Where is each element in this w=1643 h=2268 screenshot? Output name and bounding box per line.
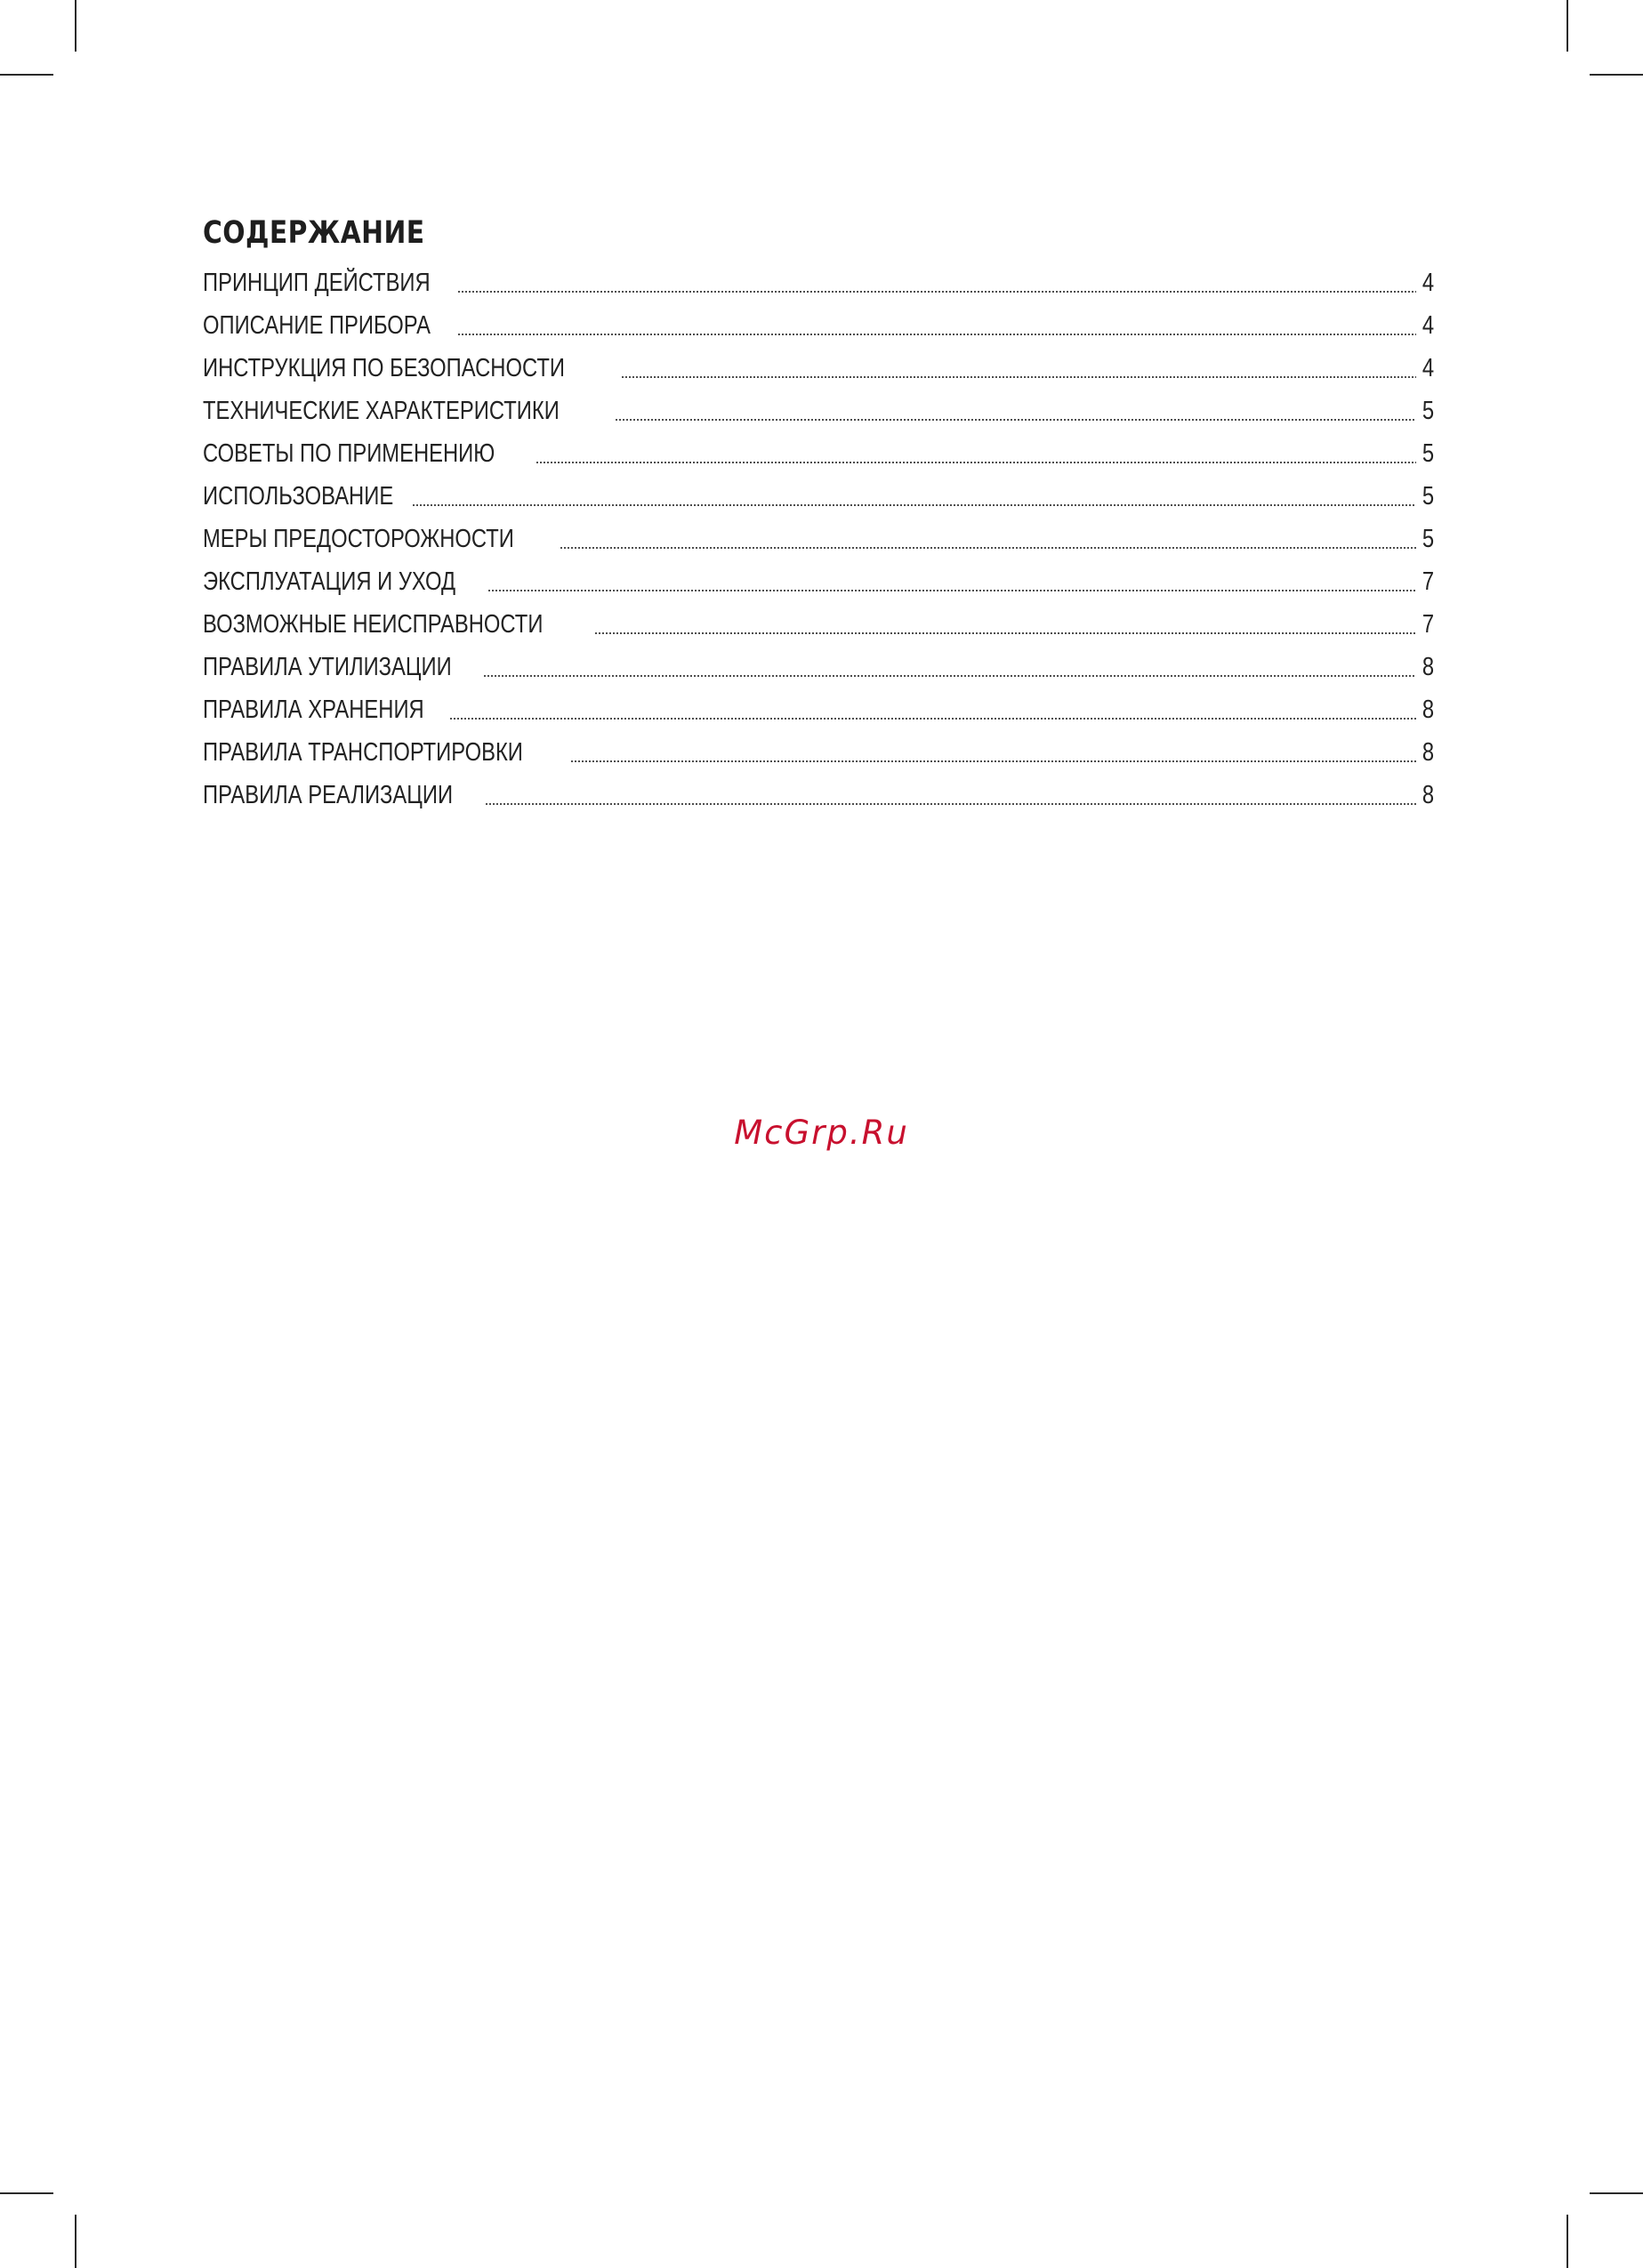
crop-mark-top-right-horizontal bbox=[1590, 74, 1643, 76]
toc-entry-label: СОВЕТЫ ПО ПРИМЕНЕНИЮ bbox=[203, 439, 495, 468]
toc-title: СОДЕРЖАНИЕ bbox=[203, 215, 425, 251]
toc-entry[interactable] bbox=[203, 603, 1434, 646]
toc-entry-page-number: 7 bbox=[1422, 610, 1434, 639]
toc-entry-label: ИСПОЛЬЗОВАНИЕ bbox=[203, 482, 394, 511]
toc-entry-page-number: 4 bbox=[1422, 354, 1434, 382]
toc-entry-label: ПРАВИЛА ТРАНСПОРТИРОВКИ bbox=[203, 738, 523, 767]
crop-mark-bottom-right-vertical bbox=[1566, 2215, 1568, 2268]
toc-dot-leader bbox=[457, 291, 1416, 293]
crop-mark-bottom-left-vertical bbox=[75, 2215, 77, 2268]
toc-dot-leader bbox=[483, 675, 1416, 677]
toc-entry-page-number: 4 bbox=[1422, 311, 1434, 340]
toc-entry-page-number: 4 bbox=[1422, 269, 1434, 297]
toc-entry-label: ИНСТРУКЦИЯ ПО БЕЗОПАСНОСТИ bbox=[203, 354, 565, 382]
toc-entry-page-number: 5 bbox=[1422, 439, 1434, 468]
toc-entry-page-number: 8 bbox=[1422, 781, 1434, 809]
toc-entry-label: ТЕХНИЧЕСКИЕ ХАРАКТЕРИСТИКИ bbox=[203, 397, 560, 425]
toc-entry-label: ПРАВИЛА ХРАНЕНИЯ bbox=[203, 696, 424, 724]
toc-entry-label: ЭКСПЛУАТАЦИЯ И УХОД bbox=[203, 567, 456, 596]
toc-entry-label: МЕРЫ ПРЕДОСТОРОЖНОСТИ bbox=[203, 525, 514, 553]
toc-entry[interactable] bbox=[203, 731, 1434, 774]
toc-entry-page-number: 5 bbox=[1422, 525, 1434, 553]
toc-entry-page-number: 5 bbox=[1422, 397, 1434, 425]
toc-entry[interactable] bbox=[203, 646, 1434, 688]
toc-entry-page-number: 8 bbox=[1422, 653, 1434, 681]
toc-dot-leader bbox=[412, 504, 1416, 506]
toc-dot-leader bbox=[449, 718, 1416, 720]
table-of-contents bbox=[203, 213, 1434, 816]
watermark-text: McGrp.Ru bbox=[734, 1114, 909, 1152]
toc-dot-leader bbox=[536, 462, 1416, 463]
toc-entry-label: ПРАВИЛА РЕАЛИЗАЦИИ bbox=[203, 781, 454, 809]
toc-dot-leader bbox=[485, 803, 1416, 805]
toc-entry[interactable] bbox=[203, 304, 1434, 347]
toc-dot-leader bbox=[615, 419, 1416, 421]
toc-entry-label: ПРИНЦИП ДЕЙСТВИЯ bbox=[203, 269, 431, 297]
toc-entry[interactable] bbox=[203, 347, 1434, 390]
toc-entry-label: ОПИСАНИЕ ПРИБОРА bbox=[203, 311, 431, 340]
toc-entry[interactable] bbox=[203, 475, 1434, 518]
toc-dot-leader bbox=[487, 590, 1415, 591]
toc-dot-leader bbox=[570, 760, 1416, 762]
toc-list bbox=[203, 261, 1434, 816]
toc-entry-label: ПРАВИЛА УТИЛИЗАЦИИ bbox=[203, 653, 452, 681]
toc-entry[interactable] bbox=[203, 688, 1434, 731]
toc-entry[interactable] bbox=[203, 560, 1434, 603]
toc-dot-leader bbox=[560, 547, 1416, 549]
crop-mark-top-left-vertical bbox=[75, 0, 77, 52]
crop-mark-bottom-left-horizontal bbox=[0, 2192, 53, 2194]
crop-mark-bottom-right-horizontal bbox=[1590, 2192, 1643, 2194]
toc-dot-leader bbox=[594, 632, 1415, 634]
toc-entry-page-number: 8 bbox=[1422, 738, 1434, 767]
toc-entry[interactable] bbox=[203, 261, 1434, 304]
toc-entry-page-number: 7 bbox=[1422, 567, 1434, 596]
toc-entry[interactable] bbox=[203, 774, 1434, 816]
crop-mark-top-left-horizontal bbox=[0, 74, 53, 76]
toc-dot-leader bbox=[457, 334, 1416, 335]
toc-entry[interactable] bbox=[203, 432, 1434, 475]
toc-entry-label: ВОЗМОЖНЫЕ НЕИСПРАВНОСТИ bbox=[203, 610, 544, 639]
toc-dot-leader bbox=[621, 376, 1416, 378]
toc-entry[interactable] bbox=[203, 390, 1434, 432]
toc-entry-page-number: 8 bbox=[1422, 696, 1434, 724]
toc-entry[interactable] bbox=[203, 518, 1434, 560]
crop-mark-top-right-vertical bbox=[1566, 0, 1568, 52]
toc-entry-page-number: 5 bbox=[1422, 482, 1434, 511]
